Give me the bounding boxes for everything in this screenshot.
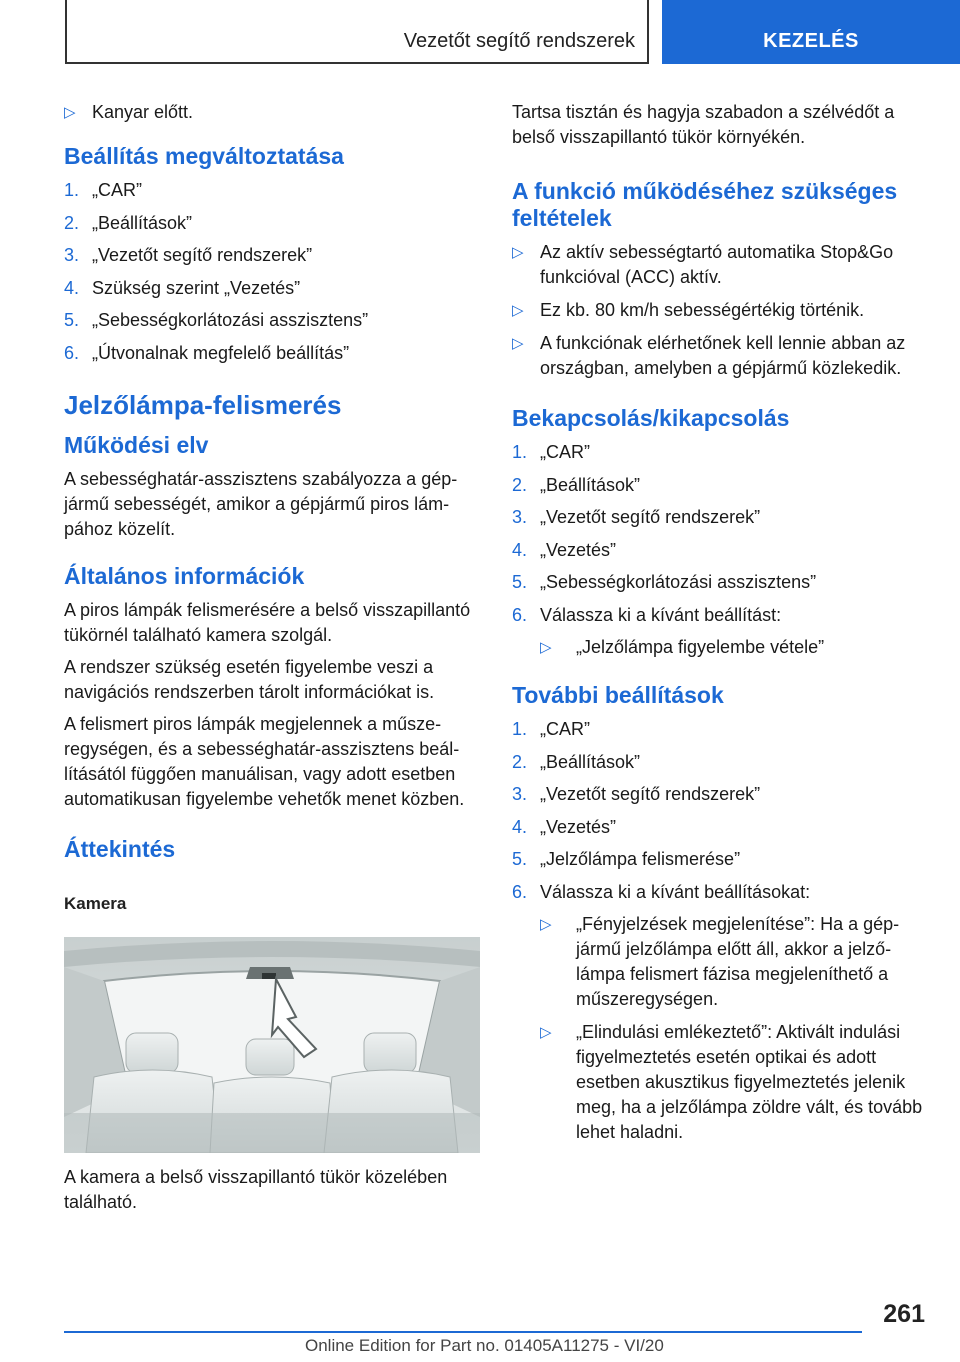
list-item: ▷ Ez kb. 80 km/h sebességértékig történik.	[512, 298, 928, 323]
list-item: 4. Szükség szerint „Vezetés”	[64, 277, 301, 298]
list-item: 4. „Vezetés”	[512, 539, 617, 560]
list-item: ▷ „Fényjelzések megjelenítése”: Ha a gépjármű jelzőlámpa előtt áll, akkor a jelzőlámpa felismert fázisa megjeleníthető a műszeregységen.	[540, 914, 900, 1009]
more-settings-heading: További beállítások	[512, 682, 724, 708]
list-item: 2. „Beállítások”	[512, 474, 641, 495]
triangle-bullet-icon: ▷	[540, 639, 552, 656]
triangle-bullet-icon: ▷	[512, 335, 524, 352]
page-number: 261	[883, 1300, 925, 1328]
list-item: 6. „Útvonalnak megfelelő beállítás”	[64, 342, 350, 363]
list-item: 6. Válassza ki a kívánt beállításokat:	[512, 881, 811, 902]
change-settings-steps	[64, 178, 480, 366]
general-paragraph-3: A felismert piros lámpák megjelennek a műszeregységen, és a sebességhatár-asszisztens beállításától függően manuálisan, vagy adott esetben automatikusan figyelembe vehetők menet közben.	[64, 713, 465, 809]
list-item: 1. „CAR”	[512, 719, 590, 739]
list-item: ▷ Az aktív sebességtartó automatika Stop&Go funkcióval (ACC) aktív.	[512, 242, 894, 287]
list-item: 3. „Vezetőt segítő rendszerek”	[64, 245, 313, 265]
list-item: 2. „Beállítások”	[64, 212, 193, 233]
principle-heading: Működési elv	[64, 431, 209, 458]
section-title: Vezetőt segítő rendszerek	[403, 30, 635, 52]
section-title-box	[65, 0, 649, 64]
more-settings-sub-list	[540, 912, 928, 1145]
list-item: 5. „Jelzőlámpa felismerése”	[512, 849, 741, 869]
general-paragraph-1: A piros lámpák felismerésére a belső visszapillantó tükörnél található kamera szolgál.	[64, 599, 471, 645]
list-item: ▷ „Jelzőlámpa figyelembe vétele”	[540, 635, 928, 660]
general-paragraph-2: A rendszer szükség esetén figyelembe veszi a navigációs rendszerben tárolt információkat is.	[64, 656, 435, 702]
camera-caption: A kamera a belső visszapillantó tükör közelében található.	[64, 1166, 448, 1212]
list-item: 1. „CAR”	[512, 442, 590, 462]
main-heading: Jelzőlámpa-felismerés	[64, 389, 342, 420]
list-item: 3. „Vezetőt segítő rendszerek”	[512, 507, 761, 527]
list-item: 2. „Beállítások”	[512, 751, 641, 772]
conditions-heading: A funkció működéséhez szükséges feltételek	[512, 178, 898, 231]
list-item: ▷ A funkciónak elérhetőnek kell lennie abban az országban, amelyben a gépjármű közlekedik.	[512, 333, 906, 378]
list-item: ▷ „Elindulási emlékeztető”: Aktivált indulási figyelmeztetés esetén optikai és adott esetben akusztikus figyelmeztetés jelenik meg, ha a jelzőlámpa zöldre vált, és tovább lehet haladni.	[540, 1022, 923, 1142]
triangle-bullet-icon: ▷	[540, 1024, 552, 1041]
general-info-heading: Általános információk	[64, 562, 305, 589]
chapter-tab-label: KEZELÉS	[763, 30, 859, 52]
more-settings-steps	[512, 717, 928, 905]
page-header	[0, 0, 960, 64]
list-item: 5. „Sebességkorlátozási asszisztens”	[64, 310, 369, 330]
on-off-sub-list	[540, 635, 928, 660]
triangle-bullet-icon: ▷	[64, 104, 76, 121]
intro-text: Tartsa tisztán és hagyja szabadon a szélvédőt a belső visszapillantó tükör környékén.	[512, 102, 895, 147]
triangle-bullet-icon: ▷	[512, 244, 524, 261]
list-item: 3. „Vezetőt segítő rendszerek”	[512, 784, 761, 804]
right-column	[512, 100, 928, 1153]
overview-heading: Áttekintés	[64, 835, 176, 862]
list-item: 5. „Sebességkorlátozási asszisztens”	[512, 572, 817, 592]
change-settings-heading: Beállítás megváltoztatása	[64, 143, 344, 169]
principle-text: A sebességhatár-asszisztens szabályozza a gépjármű sebességét, amikor a gépjármű piros lámpához közelít.	[64, 468, 458, 539]
list-item: 1. „CAR”	[64, 180, 142, 200]
footer-divider	[64, 1331, 862, 1333]
triangle-bullet-icon: ▷	[512, 302, 524, 319]
chapter-tab[interactable]	[662, 0, 960, 64]
on-off-heading: Bekapcsolás/kikapcsolás	[512, 405, 790, 431]
camera-illustration	[64, 937, 480, 1153]
camera-heading: Kamera	[64, 893, 127, 913]
left-column	[64, 100, 480, 1222]
edition-footer: Online Edition for Part no. 01405A11275 - VI/20	[305, 1336, 664, 1355]
conditions-list	[512, 240, 928, 381]
triangle-bullet-icon: ▷	[540, 916, 552, 933]
list-item: 6. Válassza ki a kívánt beállítást:	[512, 604, 782, 625]
top-bullet-list	[64, 100, 480, 125]
on-off-steps	[512, 440, 928, 628]
list-item: 4. „Vezetés”	[512, 816, 617, 837]
list-item: ▷ Kanyar előtt.	[64, 100, 480, 125]
